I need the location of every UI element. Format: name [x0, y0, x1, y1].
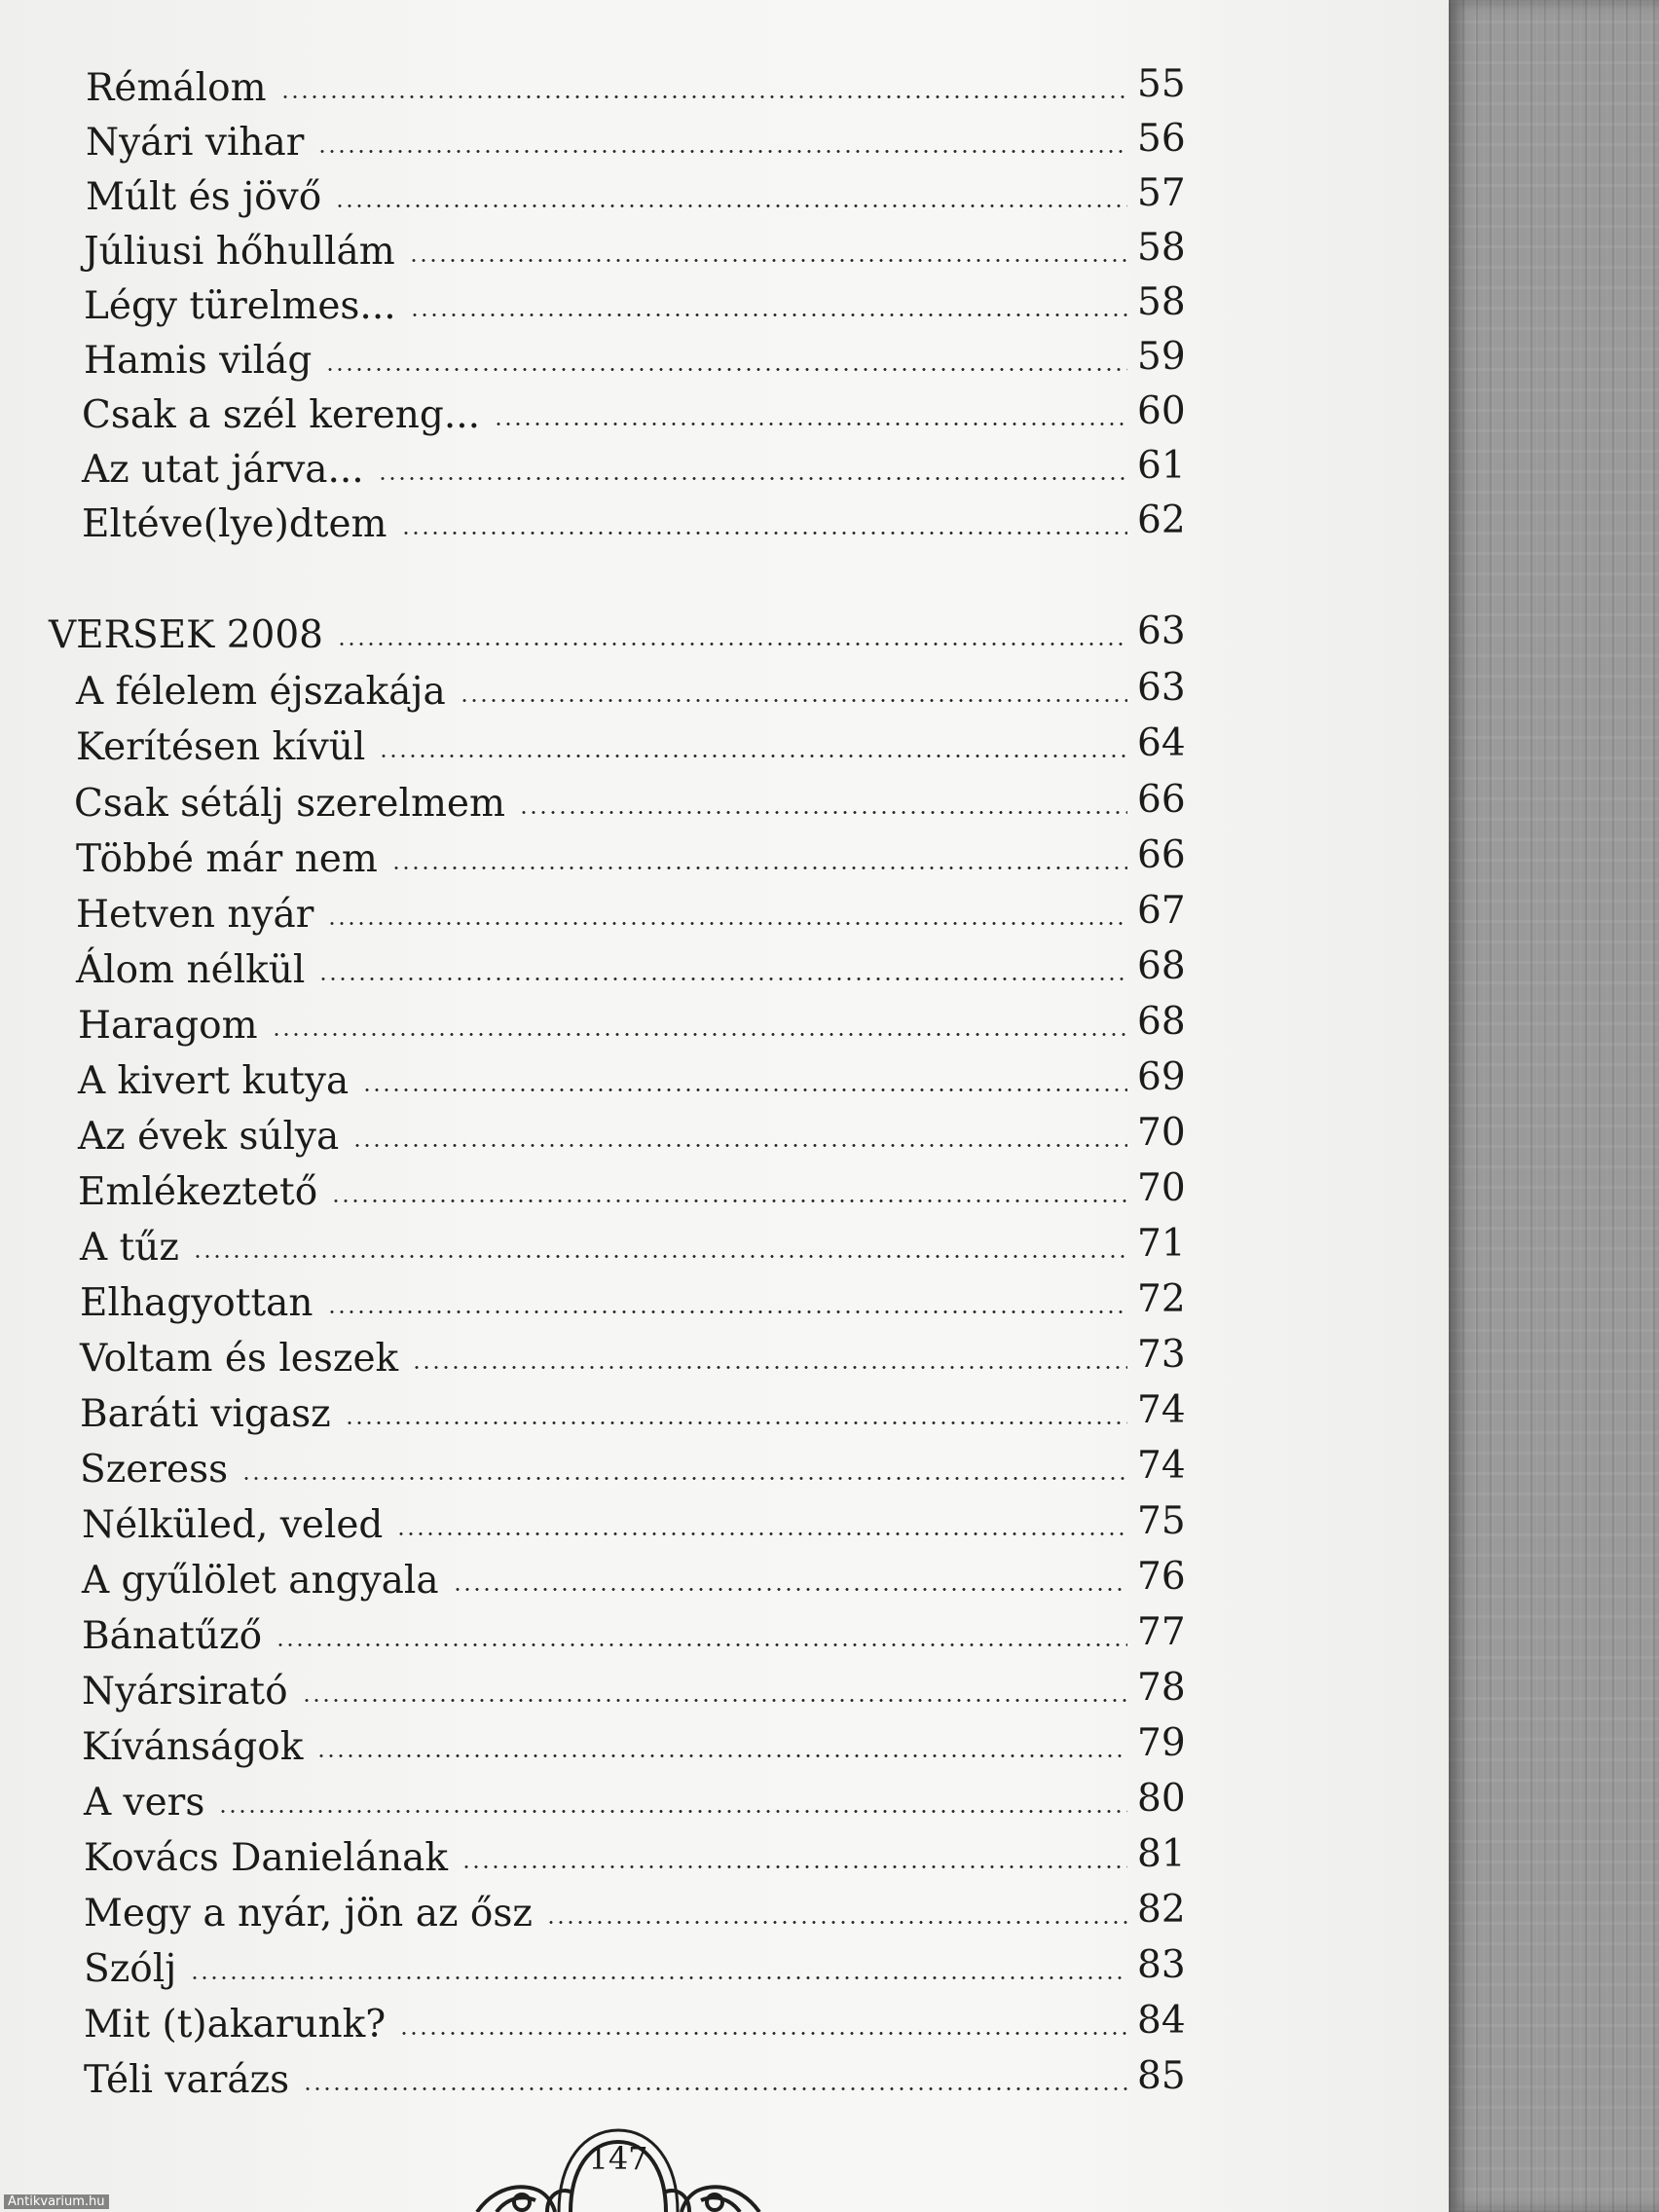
toc-entry — [84, 222, 1184, 273]
dot-leader — [410, 313, 1127, 316]
dot-leader — [316, 1754, 1127, 1757]
dot-leader — [460, 699, 1127, 702]
toc-entry — [80, 1384, 1184, 1435]
toc-entry — [76, 940, 1184, 991]
toc-entry-title: Hetven nyár — [76, 893, 314, 937]
toc-entry-page: 83 — [1137, 1943, 1186, 1987]
toc-entry-title: Nélküled, veled — [82, 1503, 384, 1547]
toc-entry-page: 63 — [1137, 666, 1186, 710]
toc-entry-page: 74 — [1137, 1388, 1186, 1432]
toc-entry-page: 68 — [1137, 944, 1186, 988]
toc-entry-title: A gyűlölet angyala — [82, 1559, 439, 1603]
toc-entry-page: 85 — [1137, 2054, 1186, 2098]
dot-leader — [331, 1199, 1127, 1202]
toc-entry-title: Eltéve(lye)dtem — [82, 502, 387, 546]
dot-leader — [218, 1810, 1127, 1813]
toc-entry-page: 63 — [1137, 609, 1186, 653]
toc-entry-page: 80 — [1137, 1777, 1186, 1821]
toc-entry-title: Kívánságok — [82, 1725, 304, 1769]
toc-entry — [78, 1051, 1184, 1102]
dot-leader — [519, 811, 1127, 814]
toc-entry — [80, 1218, 1184, 1269]
toc-entry-title: Álom nélkül — [76, 948, 306, 992]
toc-entry — [80, 1329, 1184, 1380]
dot-leader — [335, 204, 1127, 207]
toc-entry — [76, 885, 1184, 936]
dot-leader — [302, 1699, 1127, 1702]
toc-entry-page: 77 — [1137, 1610, 1186, 1654]
toc-entry — [82, 440, 1184, 491]
toc-entry-title: Csak sétálj szerelmem — [74, 782, 505, 826]
toc-entry — [84, 1995, 1184, 2046]
dot-leader — [461, 1865, 1127, 1868]
toc-entry-title: Megy a nyár, jön az ősz — [84, 1892, 533, 1936]
dot-leader — [318, 977, 1127, 980]
toc-entry-title: A félelem éjszakája — [76, 670, 446, 714]
toc-entry-title: Voltam és leszek — [80, 1337, 399, 1381]
toc-entry-title: Emlékeztető — [78, 1170, 318, 1214]
dot-leader — [327, 922, 1127, 925]
toc-entry-title: Nyári vihar — [86, 121, 305, 165]
toc-entry-title: Az utat járva... — [82, 448, 364, 492]
toc-entry-page: 61 — [1137, 444, 1186, 488]
dot-leader — [399, 2032, 1127, 2035]
dot-leader — [396, 1532, 1127, 1535]
watermark: Antikvarium.hu — [4, 2194, 109, 2209]
toc-entry-title: Hamis világ — [84, 339, 313, 383]
toc-entry-title: Mit (t)akarunk? — [84, 2003, 387, 2046]
toc-entry-page: 72 — [1137, 1277, 1186, 1321]
toc-entry-title: Kovács Danielának — [84, 1836, 449, 1880]
toc-entry-page: 79 — [1137, 1721, 1186, 1765]
toc-entry-title: Múlt és jövő — [86, 175, 322, 219]
toc-entry-title: Téli varázs — [84, 2058, 290, 2102]
toc-entry-title: Bánatűző — [82, 1614, 263, 1658]
toc-entry-page: 71 — [1137, 1222, 1186, 1266]
dot-leader — [409, 259, 1127, 262]
dot-leader — [272, 1033, 1127, 1036]
dot-leader — [327, 1310, 1127, 1313]
toc-entry-page: 76 — [1137, 1555, 1186, 1599]
dot-leader — [303, 2087, 1127, 2090]
toc-entry-page: 58 — [1137, 280, 1186, 324]
toc-entry-page: 66 — [1137, 833, 1186, 877]
toc-entry — [82, 1662, 1184, 1713]
toc-entry-page: 57 — [1137, 171, 1186, 215]
toc-entry-page: 78 — [1137, 1666, 1186, 1710]
toc-entry-page: 81 — [1137, 1832, 1186, 1876]
toc-entry-title: Szeress — [80, 1448, 229, 1492]
toc-entry-title: Kerítésen kívül — [76, 725, 366, 769]
dot-leader — [362, 1088, 1127, 1091]
toc-entry — [82, 495, 1184, 545]
dot-leader — [412, 1366, 1127, 1369]
dot-leader — [546, 1921, 1127, 1924]
toc-entry — [80, 1273, 1184, 1324]
toc-entry — [82, 1606, 1184, 1657]
dot-leader — [193, 1255, 1127, 1258]
book-binding-gutter — [1449, 0, 1659, 2212]
toc-entry-page: 59 — [1137, 335, 1186, 379]
toc-entry — [76, 662, 1184, 713]
toc-entry-title: A tűz — [80, 1226, 179, 1270]
toc-entry — [78, 1162, 1184, 1213]
page-number-ornament — [458, 2120, 779, 2212]
toc-entry-title: Rémálom — [86, 66, 267, 110]
toc-entry-page: 55 — [1137, 62, 1186, 106]
toc-entry-page: 84 — [1137, 1999, 1186, 2043]
dot-leader — [241, 1477, 1127, 1480]
toc-entry-page: 68 — [1137, 1000, 1186, 1044]
toc-entry — [86, 167, 1184, 218]
toc-entry-page: 70 — [1137, 1166, 1186, 1210]
dot-leader — [337, 643, 1127, 645]
toc-entry — [84, 331, 1184, 382]
toc-entry — [84, 1773, 1184, 1824]
dot-leader — [352, 1144, 1127, 1147]
toc-entry-title: A kivert kutya — [78, 1059, 350, 1103]
toc-entry — [82, 1717, 1184, 1768]
dot-leader — [494, 423, 1127, 425]
toc-entry-page: 60 — [1137, 389, 1186, 433]
toc-entry-title: Baráti vigasz — [80, 1392, 331, 1436]
toc-entry-page: 69 — [1137, 1055, 1186, 1099]
dot-leader — [379, 755, 1127, 757]
toc-entry-title: Az évek súlya — [78, 1115, 340, 1159]
dot-leader — [317, 150, 1127, 153]
toc-entry-page: 70 — [1137, 1111, 1186, 1155]
toc-entry-page: 58 — [1137, 226, 1186, 270]
toc-entry — [76, 830, 1184, 880]
toc-entry-page: 75 — [1137, 1499, 1186, 1543]
dot-leader — [276, 1643, 1127, 1646]
dot-leader — [453, 1588, 1127, 1591]
toc-entry — [84, 1828, 1184, 1879]
toc-entry — [74, 774, 1184, 825]
toc-entry-title: Elhagyottan — [80, 1281, 313, 1325]
dot-leader — [325, 368, 1127, 371]
toc-entry-page: 66 — [1137, 778, 1186, 822]
dot-leader — [190, 1976, 1127, 1979]
toc-entry — [82, 386, 1184, 436]
toc-entry-title: Szólj — [84, 1947, 177, 1991]
toc-entry — [82, 1495, 1184, 1546]
dot-leader — [378, 477, 1127, 480]
toc-entry-page: 56 — [1137, 117, 1186, 161]
toc-entry — [76, 718, 1184, 768]
toc-entry-title: Haragom — [78, 1004, 258, 1048]
toc-entry-page: 82 — [1137, 1888, 1186, 1932]
toc-entry — [86, 58, 1184, 109]
dot-leader — [345, 1421, 1127, 1424]
page-number: 147 — [588, 2140, 648, 2177]
toc-entry-title: Nyársirató — [82, 1670, 288, 1714]
toc-entry-page: 62 — [1137, 498, 1186, 542]
toc-entry-title: Csak a szél kereng... — [82, 393, 481, 437]
dot-leader — [280, 95, 1127, 98]
toc-entry — [86, 113, 1184, 164]
dot-leader — [401, 532, 1127, 535]
toc-entry-title: VERSEK 2008 — [49, 613, 323, 657]
toc-entry — [78, 996, 1184, 1047]
toc-entry — [84, 1884, 1184, 1935]
toc-entry-title: Légy türelmes... — [84, 284, 396, 328]
toc-entry-page: 73 — [1137, 1333, 1186, 1377]
toc-entry-title: A vers — [84, 1781, 205, 1825]
toc-entry-page: 74 — [1137, 1444, 1186, 1488]
toc-section-heading — [49, 606, 1184, 656]
toc-entry — [84, 1939, 1184, 1990]
toc-entry — [84, 276, 1184, 327]
toc-entry-title: Többé már nem — [76, 837, 378, 881]
toc-entry — [84, 2050, 1184, 2101]
toc-entry-page: 67 — [1137, 889, 1186, 933]
toc-entry — [78, 1107, 1184, 1158]
toc-entry-page: 64 — [1137, 721, 1186, 765]
toc-entry-title: Júliusi hőhullám — [84, 230, 395, 274]
toc-entry — [82, 1551, 1184, 1602]
toc-entry — [80, 1440, 1184, 1491]
dot-leader — [391, 866, 1127, 869]
